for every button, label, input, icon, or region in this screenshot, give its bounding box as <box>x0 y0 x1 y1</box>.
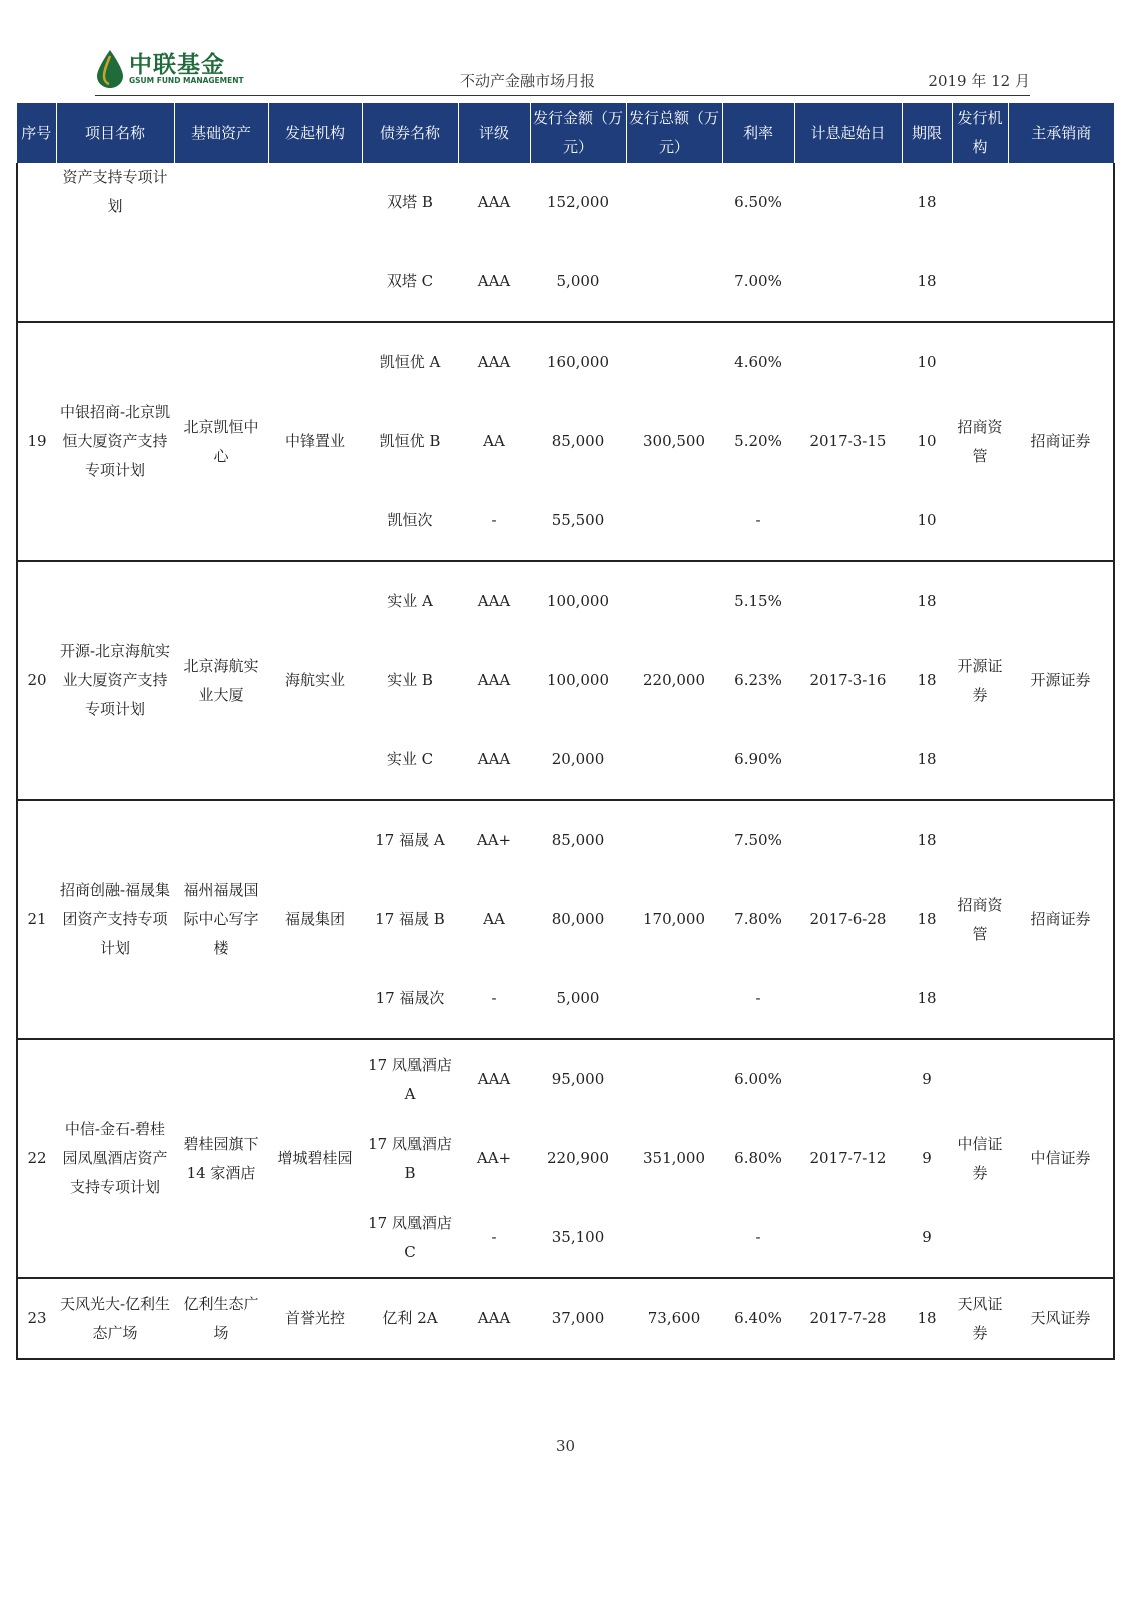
col-header: 项目名称 <box>56 103 174 163</box>
cell-rate: 6.80% <box>734 1149 782 1167</box>
cell-amount: 37,000 <box>530 1278 626 1359</box>
cell-issuer: 天风证券 <box>952 1278 1008 1359</box>
cell-rating: - <box>491 989 497 1007</box>
cell-amount: 35,100 <box>551 1228 605 1246</box>
page-header <box>95 40 1030 96</box>
logo-subtext: GSUM FUND MANAGEMENT <box>129 76 244 85</box>
cell-project-name: 中银招商-北京凯恒大厦资产支持专项计划 <box>56 322 174 561</box>
col-header: 发行金额（万元） <box>530 103 626 163</box>
cell-amount: 80,000 <box>551 910 605 928</box>
table-row <box>17 561 1114 641</box>
cell-originator: 首誉光控 <box>268 1278 362 1359</box>
cell-total: 300,500 <box>626 322 722 561</box>
col-header: 债券名称 <box>362 103 458 163</box>
cell-rate: 6.40% <box>722 1278 794 1359</box>
cell-project-name: 招商创融-福晟集团资产支持专项计划 <box>56 800 174 1039</box>
table-row <box>17 1278 1114 1359</box>
cell-asset: 亿利生态广场 <box>174 1278 268 1359</box>
cell-originator: 增城碧桂园 <box>268 1039 362 1278</box>
company-logo <box>95 44 244 90</box>
cell-rating: AAA <box>477 671 511 689</box>
cell-rate: 7.50% <box>722 800 794 880</box>
cell-term: 9 <box>922 1228 932 1246</box>
cell-rating: AA+ <box>476 1149 512 1167</box>
cell-rating: AA <box>483 910 505 928</box>
cell-bond-name: 17 凤凰酒店 C <box>368 1213 452 1261</box>
cell-rate: 7.80% <box>734 910 782 928</box>
cell-originator: 福晟集团 <box>268 800 362 1039</box>
col-header: 计息起始日 <box>794 103 902 163</box>
col-header: 发行机构 <box>952 103 1008 163</box>
cell-rate: 6.00% <box>722 1039 794 1119</box>
col-header: 发行总额（万元） <box>626 103 722 163</box>
cell-term: 9 <box>922 1149 932 1167</box>
cell-rating: AAA <box>477 193 511 211</box>
cell-no: 20 <box>17 561 56 800</box>
page-number: 30 <box>555 1437 576 1455</box>
cell-rating: - <box>491 1228 497 1246</box>
cell-total: 170,000 <box>626 800 722 1039</box>
cell-issuer: 中信证券 <box>952 1039 1008 1278</box>
cell-underwriter: 中信证券 <box>1008 1039 1114 1278</box>
cell-rating: - <box>491 511 497 529</box>
cell-rate: 5.15% <box>722 561 794 641</box>
cell-total <box>626 163 722 322</box>
cell-term: 18 <box>902 561 952 641</box>
cell-bond-name: 实业 A <box>362 561 458 641</box>
cell-total: 73,600 <box>626 1278 722 1359</box>
logo-text: 中联基金 <box>129 52 225 78</box>
cell-rate: - <box>755 511 761 529</box>
cell-rating: AA <box>483 432 505 450</box>
cell-amount: 100,000 <box>530 561 626 641</box>
cell-bond-name: 双塔 C <box>386 272 434 290</box>
cell-total: 220,000 <box>626 561 722 800</box>
cell-amount: 220,900 <box>546 1149 610 1167</box>
cell-bond-name: 17 福晟次 <box>375 989 445 1007</box>
col-header: 发起机构 <box>268 103 362 163</box>
cell-rate: 6.23% <box>734 671 782 689</box>
cell-asset: 北京凯恒中心 <box>174 322 268 561</box>
cell-underwriter: 招商证券 <box>1008 322 1114 561</box>
cell-rate: 5.20% <box>734 432 782 450</box>
cell-bond-name: 凯恒优 B <box>379 432 441 450</box>
table-row <box>17 1039 1114 1119</box>
cell-rating: AAA <box>477 750 511 768</box>
cell-amount: 20,000 <box>551 750 605 768</box>
cell-start-date: 2017-7-28 <box>794 1278 902 1359</box>
cell-rate: - <box>755 1228 761 1246</box>
cell-rate: 6.90% <box>734 750 782 768</box>
cell-issuer: 招商资管 <box>952 800 1008 1039</box>
cell-amount: 160,000 <box>530 322 626 402</box>
cell-term: 18 <box>917 910 937 928</box>
cell-start-date: 2017-6-28 <box>794 800 902 1039</box>
cell-term: 18 <box>917 989 937 1007</box>
cell-start-date: 2017-3-15 <box>794 322 902 561</box>
col-header: 序号 <box>17 103 56 163</box>
cell-term: 18 <box>917 193 937 211</box>
cell-underwriter: 招商证券 <box>1008 800 1114 1039</box>
cell-bond-name: 亿利 2A <box>362 1278 458 1359</box>
cell-bond-name: 17 凤凰酒店 A <box>362 1039 458 1119</box>
cell-project-name: 天风光大-亿利生态广场 <box>56 1278 174 1359</box>
cell-bond-name: 17 凤凰酒店 B <box>368 1134 452 1182</box>
cell-no: 23 <box>17 1278 56 1359</box>
cell-rating: AAA <box>458 322 530 402</box>
col-header: 评级 <box>458 103 530 163</box>
col-header: 基础资产 <box>174 103 268 163</box>
table-header-row <box>17 103 1114 163</box>
cell-bond-name: 凯恒优 A <box>362 322 458 402</box>
cell-amount: 85,000 <box>530 800 626 880</box>
cell-rate: 6.50% <box>734 193 782 211</box>
cell-term: 10 <box>917 432 937 450</box>
col-header: 利率 <box>722 103 794 163</box>
cell-issuer: 招商资管 <box>952 322 1008 561</box>
cell-asset: 福州福晟国际中心写字楼 <box>174 800 268 1039</box>
cell-term: 18 <box>902 800 952 880</box>
cell-project-name: 资产支持专项计划 <box>62 168 168 215</box>
cell-amount: 95,000 <box>530 1039 626 1119</box>
col-header: 期限 <box>902 103 952 163</box>
cell-start-date <box>794 163 902 322</box>
cell-bond-name: 17 福晟 B <box>375 910 445 928</box>
cell-bond-name: 实业 C <box>386 750 434 768</box>
cell-originator: 海航实业 <box>268 561 362 800</box>
table-row <box>17 800 1114 880</box>
cell-rating: AAA <box>458 561 530 641</box>
cell-bond-name: 双塔 B <box>387 193 433 211</box>
cell-asset: 北京海航实业大厦 <box>174 561 268 800</box>
table-row <box>17 163 1114 242</box>
cell-term: 18 <box>902 1278 952 1359</box>
report-date: 2019 年 12 月 <box>928 72 1030 90</box>
cell-term: 10 <box>902 322 952 402</box>
cell-asset: 碧桂园旗下 14 家酒店 <box>174 1039 268 1278</box>
cell-rate: - <box>755 989 761 1007</box>
cell-originator <box>268 163 362 322</box>
cell-term: 18 <box>917 272 937 290</box>
cell-bond-name: 17 福晟 A <box>362 800 458 880</box>
cell-underwriter <box>1008 163 1114 322</box>
cell-underwriter: 开源证券 <box>1008 561 1114 800</box>
cell-bond-name: 实业 B <box>387 671 433 689</box>
cell-no <box>17 163 56 322</box>
cell-total: 351,000 <box>626 1039 722 1278</box>
cell-amount: 55,500 <box>551 511 605 529</box>
cell-rating: AAA <box>458 1278 530 1359</box>
cell-start-date: 2017-7-12 <box>794 1039 902 1278</box>
cell-amount: 152,000 <box>546 193 610 211</box>
cell-amount: 100,000 <box>546 671 610 689</box>
cell-amount: 5,000 <box>556 989 600 1007</box>
bond-table <box>16 103 1115 1360</box>
cell-underwriter: 天风证券 <box>1008 1278 1114 1359</box>
cell-no: 19 <box>17 322 56 561</box>
cell-term: 10 <box>917 511 937 529</box>
cell-asset <box>174 163 268 322</box>
cell-term: 18 <box>917 671 937 689</box>
cell-bond-name: 凯恒次 <box>387 511 433 529</box>
cell-start-date: 2017-3-16 <box>794 561 902 800</box>
cell-rating: AA+ <box>458 800 530 880</box>
table-row <box>17 322 1114 402</box>
cell-project-name: 中信-金石-碧桂园凤凰酒店资产支持专项计划 <box>56 1039 174 1278</box>
cell-originator: 中锋置业 <box>268 322 362 561</box>
cell-issuer: 开源证券 <box>952 561 1008 800</box>
cell-term: 18 <box>917 750 937 768</box>
cell-rate: 4.60% <box>722 322 794 402</box>
cell-no: 22 <box>17 1039 56 1278</box>
cell-no: 21 <box>17 800 56 1039</box>
cell-amount: 85,000 <box>551 432 605 450</box>
cell-project-name: 开源-北京海航实业大厦资产支持专项计划 <box>56 561 174 800</box>
cell-term: 9 <box>902 1039 952 1119</box>
cell-issuer <box>952 163 1008 322</box>
cell-amount: 5,000 <box>556 272 600 290</box>
logo-drop-icon <box>95 50 125 88</box>
cell-rate: 7.00% <box>734 272 782 290</box>
cell-rating: AAA <box>458 1039 530 1119</box>
cell-rating: AAA <box>477 272 511 290</box>
report-title: 不动产金融市场月报 <box>460 72 596 90</box>
col-header: 主承销商 <box>1008 103 1114 163</box>
